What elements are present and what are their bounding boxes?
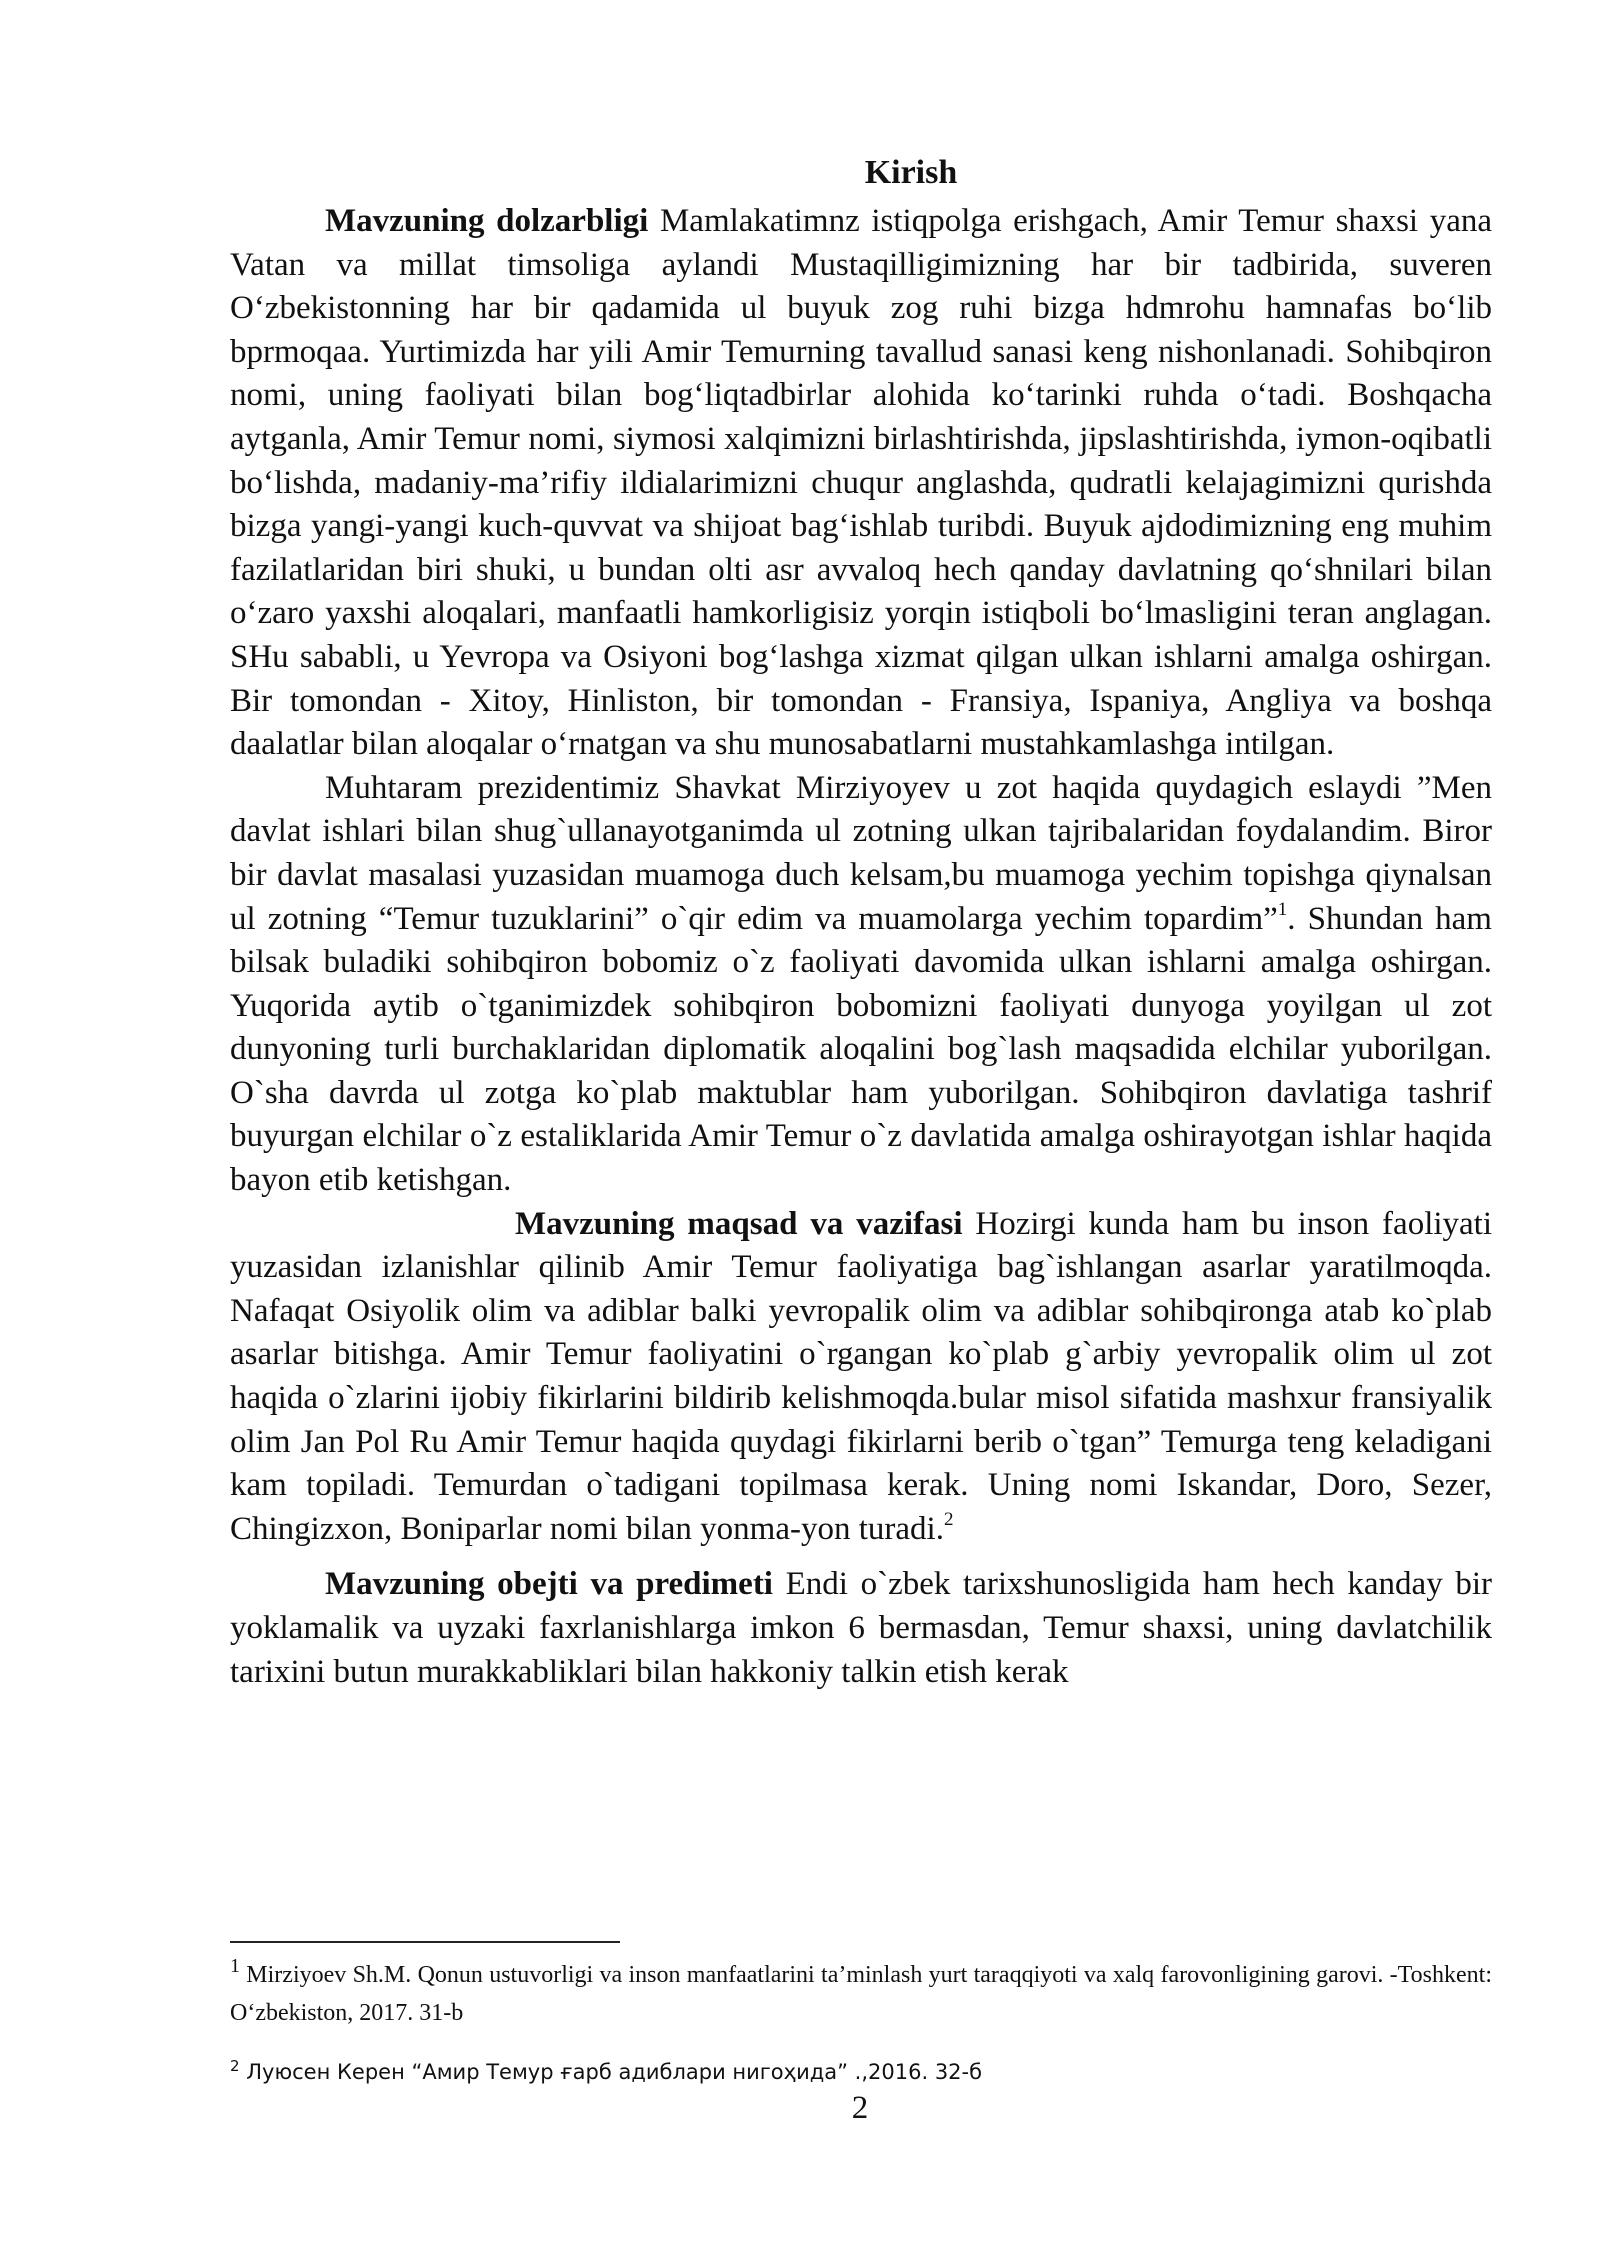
paragraph-goal-text: Hozirgi kunda ham bu inson faoliyati yuzasidan izlanishlar qilinib Amir Temur faoliyatiga bag`ishlangan asarlar yaratilmoqda. Nafaqat Osiyolik olim va adiblar balki yevropalik olim va adiblar sohibqironga atab ko`plab asarlar bitishga. Amir Temur faoliyatini o`rgangan ko`plab g`arbiy yevropalik olim ul zot haqida o`zlarini ijobiy fikirlarini bildirib kelishmoqda.bular misol sifatida mashxur fransiyalik olim Jan Pol Ru Amir Temur haqida quydagi fikirlarni berib o`tgan” Temurga teng keladigani kam topiladi. Temurdan o`tadigani topilmasa kerak. Uning nomi Iskandar, Doro, Sezer, Chingizxon, Boniparlar nomi bilan yonma-yon turadi. — [230, 1205, 1493, 1547]
heading-object: Mavzuning obejti va predimeti — [325, 1566, 773, 1603]
footnote-2-marker: 2 — [230, 2057, 240, 2075]
footnote-2-text: Луюсен Керен “Амир Темур ғарб адиблари нигоҳида” .,2016. 32-б — [239, 2060, 983, 2084]
heading-goal: Mavzuning maqsad va vazifasi — [515, 1205, 963, 1242]
paragraph-relevance-text: Mamlakatimnz istiqpolga erishgach, Amir Temur shaxsi yana Vatan va millat timsoliga aylandi Mustaqilligimizning har bir tadbirida, suveren O‘zbekistonning har bir qadamida ul buyuk zog ruhi bizga hdmrohu hamnafas bo‘lib bprmoqaa. Yurtimizda har yili Amir Temurning tavallud sanasi keng nishonlanadi. Sohibqiron nomi, uning faoliyati bilan bog‘liqtadbirlar alohida ko‘tarinki ruhda o‘tadi. Boshqacha aytganla, Amir Temur nomi, siymosi xalqimizni birlashtirishda, jipslashtirishda, iymon-oqibatli bo‘lishda, madaniy-ma’rifiy ildialarimizni chuqur anglashda, qudratli kelajagimizni qurishda bizga yangi-yangi kuch-quvvat va shijoat bag‘ishlab turibdi. Buyuk ajdodimizning eng muhim fazilatlaridan biri shuki, u bundan olti asr avvaloq hech qanday davlatning qo‘shnilari bilan o‘zaro yaxshi aloqalari, manfaatli hamkorligisiz yorqin istiqboli bo‘lmasligini teran anglagan. SHu sababli, u Yevropa va Osiyoni bog‘lashga xizmat qilgan ulkan ishlarni amalga oshirgan. Bir tomondan - Xitoy, Hinliston, bir tomondan - Fransiya, Ispaniya, Angliya va boshqa daalatlar bilan aloqalar o‘rnatgan va shu munosabatlarni mustahkamlashga intilgan. — [230, 203, 1492, 763]
footnote-1-marker: 1 — [230, 1955, 240, 1977]
footnote-separator — [230, 1941, 620, 1943]
footnote-ref-2[interactable]: 2 — [943, 1508, 954, 1530]
paragraph-goal — [230, 1203, 1492, 1552]
paragraph-president-quote-text: Muhtaram prezidentimiz Shavkat Mirziyoyev u zot haqida quydagich eslaydi ”Men davlat ishlari bilan shug`ullanayotganimda ul zotning ulkan tajribalaridan foydalandim. Biror bir davlat masalasi yuzasidan muamoga duch kelsam,bu muamoga yechim topishga qiynalsan ul zotning “Temur tuzuklarini” o`qir edim va muamolarga yechim topardim” — [230, 769, 1492, 937]
footnote-ref-1[interactable]: 1 — [1277, 898, 1288, 920]
paragraph-object — [230, 1563, 1492, 1694]
paragraph-relevance — [230, 200, 1492, 767]
footnote-2 — [230, 2054, 1492, 2090]
paragraph-president-quote-text-after: . Shundan ham bilsak buladiki sohibqiron bobomiz o`z faoliyati davomida ulkan ishlarni amalga oshirgan. Yuqorida aytib o`tganimizdek sohibqiron bobomizni faoliyati dunyoga yoyilgan ul zot dunyoning turli burchaklaridan diplomatik aloqalini bog`lash maqsadida elchilar yuborilgan. O`sha davrda ul zotga ko`plab maktublar ham yuborilgan. Sohibqiron davlatiga tashrif buyurgan elchilar o`z estaliklarida Amir Temur o`z davlatida amalga oshirayotgan ishlar haqida bayon etib ketishgan. — [230, 900, 1492, 1199]
footnote-1-text: Mirziyoev Sh.M. Qonun ustuvorligi va inson manfaatlarini ta’minlash yurt taraqqiyoti va xalq farovonligining garovi. -Toshkent: O‘zbekiston, 2017. 31-b — [230, 1962, 1492, 2026]
main-text — [230, 148, 1492, 1694]
page-title: Kirish — [864, 154, 958, 191]
heading-relevance: Mavzuning dolzarbligi — [325, 203, 649, 239]
footnote-1 — [230, 1956, 1492, 2032]
paragraph-object-text: Endi o`zbek tarixshunosligida ham hech kanday bir yoklamalik va uyzaki faxrlanishlarga imkon 6 bermasdan, Temur shaxsi, uning davlatchilik tarixini butun murakkabliklari bilan hakkoniy talkin etish kerak — [230, 1566, 1492, 1690]
paragraph-president-quote — [230, 767, 1492, 1203]
page-number: 2 — [851, 2090, 869, 2126]
